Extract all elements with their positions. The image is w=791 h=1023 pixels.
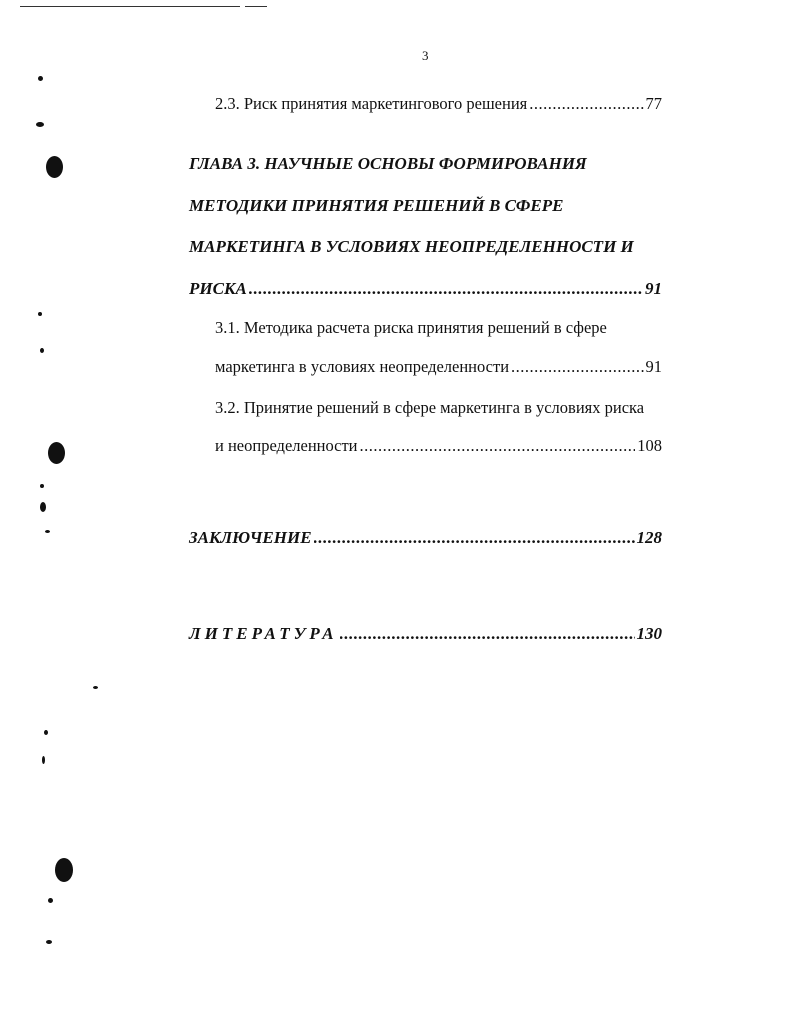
chapter-3-title-line-2: МЕТОДИКИ ПРИНЯТИЯ РЕШЕНИЙ В СФЕРЕ (189, 196, 564, 215)
chapter-3-title-line-1: ГЛАВА 3. НАУЧНЫЕ ОСНОВЫ ФОРМИРОВАНИЯ (189, 154, 587, 173)
scan-speck (48, 442, 65, 464)
toc-entry-title: ЗАКЛЮЧЕНИЕ (189, 528, 312, 547)
dot-leader (340, 624, 635, 644)
scan-speck (46, 940, 52, 944)
toc-entry-conclusion (189, 528, 662, 548)
toc-entry-page: 108 (637, 436, 662, 455)
scan-speck (40, 502, 46, 512)
scan-speck (44, 730, 48, 735)
scan-speck (55, 858, 73, 882)
scan-speck (40, 484, 44, 488)
dot-leader (249, 279, 643, 299)
scan-speck (38, 76, 43, 81)
toc-entry-literature (189, 624, 662, 644)
dot-leader (511, 357, 643, 377)
toc-entry-title: маркетинга в условиях неопределенности (215, 357, 510, 376)
toc-entry-3-1-line-1: 3.1. Методика расчета риска принятия решений в сфере (215, 318, 607, 337)
scan-top-rule-fragment (245, 6, 267, 7)
toc-entry-3-1 (215, 357, 662, 377)
toc-entry-title: 2.3. Риск принятия маркетингового решения (215, 94, 528, 113)
scan-speck (40, 348, 44, 353)
scan-speck (48, 898, 53, 903)
toc-entry-title: и неопределенности (215, 436, 358, 455)
toc-entry-chapter-3 (189, 279, 662, 299)
toc-entry-page: 77 (645, 94, 662, 113)
scan-speck (46, 156, 63, 178)
chapter-3-title-line-3: МАРКЕТИНГА В УСЛОВИЯХ НЕОПРЕДЕЛЕННОСТИ И (189, 237, 634, 256)
toc-entry-page: 130 (636, 624, 662, 643)
toc-entry-page: 91 (645, 357, 662, 376)
toc-entry-page: 128 (636, 528, 662, 547)
scan-speck (42, 756, 45, 764)
scan-speck (38, 312, 42, 316)
dot-leader (529, 94, 643, 114)
scan-speck (93, 686, 98, 689)
toc-entry-3-2 (215, 436, 662, 456)
toc-entry-title: РИСКА (189, 279, 247, 298)
toc-entry-title: ЛИТЕРАТУРА (189, 624, 338, 643)
scan-speck (45, 530, 50, 533)
dot-leader (360, 436, 636, 456)
toc-entry-3-2-line-1: 3.2. Принятие решений в сфере маркетинга в условиях риска (215, 398, 645, 417)
dot-leader (314, 528, 635, 548)
page-number: 3 (422, 48, 429, 63)
scan-speck (36, 122, 44, 127)
toc-entry-2-3 (215, 94, 662, 114)
toc-entry-page: 91 (645, 279, 662, 298)
scan-top-rule (20, 6, 240, 7)
